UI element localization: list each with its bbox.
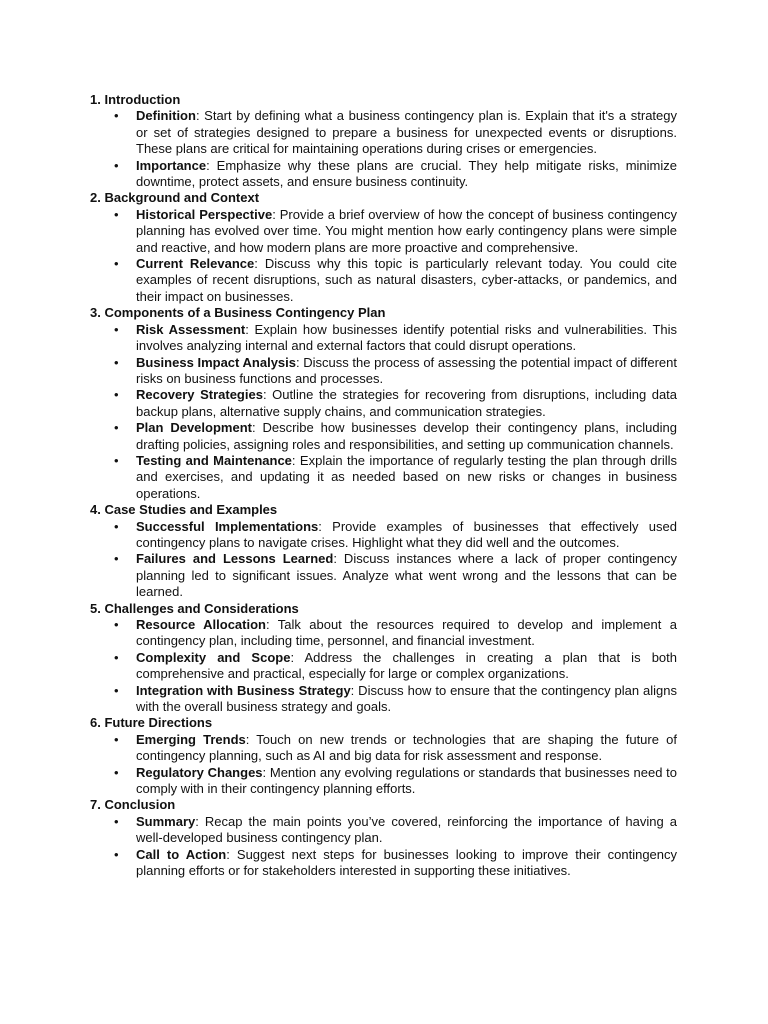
section-title: 2. Background and Context bbox=[90, 190, 260, 206]
item-text: : Discuss why this topic is particularly relevant today. You could cite examples of recent disruptions, such as natural disasters, cyber-attacks, or pandemics, and their impact on businesses. bbox=[136, 256, 677, 304]
section-introduction bbox=[90, 92, 677, 190]
list-item bbox=[90, 158, 677, 191]
item-heading: Successful Implementations bbox=[136, 518, 319, 534]
section-title: 6. Future Directions bbox=[90, 715, 213, 731]
list-item bbox=[90, 420, 677, 453]
bullet-list bbox=[90, 322, 677, 502]
list-item bbox=[90, 617, 677, 650]
list-item bbox=[90, 322, 677, 355]
section-title: 1. Introduction bbox=[90, 92, 181, 107]
item-heading: Definition bbox=[136, 108, 196, 124]
bullet-list bbox=[90, 732, 677, 798]
section-title: 7. Conclusion bbox=[90, 797, 176, 813]
item-heading: Business Impact Analysis bbox=[136, 354, 296, 370]
bullet-list bbox=[90, 617, 677, 715]
document-page bbox=[90, 92, 677, 880]
item-text: : Provide a brief overview of how the concept of business contingency planning has evolved over time. You might mention how early contingency plans were simple and reactive, and how modern plans are more proactive and comprehensive. bbox=[136, 206, 677, 255]
section-title: 4. Case Studies and Examples bbox=[90, 502, 278, 518]
list-item bbox=[90, 814, 677, 847]
item-heading: Summary bbox=[136, 813, 196, 829]
item-text: : Discuss instances where a lack of proper contingency planning led to significant issues. Analyze what went wrong and the lessons that can be learned. bbox=[136, 551, 677, 600]
item-heading: Plan Development bbox=[136, 420, 252, 436]
list-item bbox=[90, 387, 677, 420]
list-item bbox=[90, 847, 677, 880]
item-text: : Address the challenges in creating a plan that is both comprehensive and practical, especially for large or complex organizations. bbox=[136, 649, 677, 682]
item-text: : Describe how businesses develop their contingency plans, including drafting policies, assigning roles and responsibilities, and setting up communication channels. bbox=[136, 420, 677, 452]
bullet-list bbox=[90, 207, 677, 305]
list-item bbox=[90, 519, 677, 552]
list-item bbox=[90, 683, 677, 716]
section-title: 3. Components of a Business Contingency Plan bbox=[90, 305, 386, 321]
list-item bbox=[90, 207, 677, 256]
section-challenges bbox=[90, 601, 677, 716]
item-heading: Emerging Trends bbox=[136, 731, 246, 747]
item-text: : Explain the importance of regularly testing the plan through drills and exercises, and updating it as needed based on new risks or changes in business operations. bbox=[136, 452, 677, 501]
list-item bbox=[90, 355, 677, 388]
item-text: : Provide examples of businesses that effectively used contingency plans to navigate crises. Highlight what they did well and the outcomes. bbox=[136, 518, 677, 550]
item-heading: Testing and Maintenance bbox=[136, 452, 292, 468]
item-text: : Touch on new trends or technologies that are shaping the future of contingency planning, such as AI and big data for risk assessment and response. bbox=[136, 731, 677, 764]
bullet-list bbox=[90, 108, 677, 190]
item-text: : Discuss how to ensure that the contingency plan aligns with the overall business strategy and goals. bbox=[136, 682, 677, 715]
section-background-and-context bbox=[90, 190, 677, 305]
item-text: : Recap the main points you’ve covered, reinforcing the importance of having a well-developed business contingency plan. bbox=[136, 813, 677, 846]
item-heading: Call to Action bbox=[136, 846, 227, 862]
item-text: : Mention any evolving regulations or standards that businesses need to comply with in their contingency planning efforts. bbox=[136, 764, 677, 797]
item-text: : Outline the strategies for recovering from disruptions, including data backup plans, alternative supply chains, and communication strategies. bbox=[136, 387, 678, 419]
list-item bbox=[90, 256, 677, 305]
item-text: : Emphasize why these plans are crucial. They help mitigate risks, minimize downtime, protect assets, and ensure business continuity. bbox=[136, 157, 677, 190]
list-item bbox=[90, 765, 677, 798]
item-text: : Discuss the process of assessing the potential impact of different risks on business functions and processes. bbox=[136, 354, 677, 386]
item-heading: Historical Perspective bbox=[136, 206, 273, 222]
list-item bbox=[90, 650, 677, 683]
item-text: : Explain how businesses identify potential risks and vulnerabilities. This involves analyzing internal and external factors that could disrupt operations. bbox=[136, 321, 677, 354]
section-conclusion bbox=[90, 797, 677, 879]
item-heading: Complexity and Scope bbox=[136, 649, 291, 665]
section-case-studies bbox=[90, 502, 677, 600]
item-heading: Risk Assessment bbox=[136, 321, 246, 337]
list-item bbox=[90, 551, 677, 600]
item-heading: Recovery Strategies bbox=[136, 387, 263, 403]
item-heading: Integration with Business Strategy bbox=[136, 682, 351, 698]
item-text: : Suggest next steps for businesses looking to improve their contingency planning efforts or for stakeholders interested in supporting these initiatives. bbox=[136, 846, 678, 879]
bullet-list bbox=[90, 814, 677, 880]
section-title: 5. Challenges and Considerations bbox=[90, 600, 299, 616]
section-future-directions bbox=[90, 715, 677, 797]
item-text: : Talk about the resources required to develop and implement a contingency plan, including time, personnel, and financial investment. bbox=[136, 617, 677, 649]
item-heading: Current Relevance bbox=[136, 256, 255, 272]
item-heading: Importance bbox=[136, 157, 207, 173]
section-components bbox=[90, 305, 677, 502]
item-heading: Regulatory Changes bbox=[136, 764, 263, 780]
list-item bbox=[90, 108, 677, 157]
item-text: : Start by defining what a business contingency plan is. Explain that it's a strategy or set of strategies designed to prepare a business for unexpected events or disruptions. These plans are critical for maintaining operations during crises or emergencies. bbox=[136, 108, 677, 157]
bullet-list bbox=[90, 519, 677, 601]
list-item bbox=[90, 732, 677, 765]
item-heading: Failures and Lessons Learned bbox=[136, 551, 334, 567]
item-heading: Resource Allocation bbox=[136, 617, 266, 632]
list-item bbox=[90, 453, 677, 502]
